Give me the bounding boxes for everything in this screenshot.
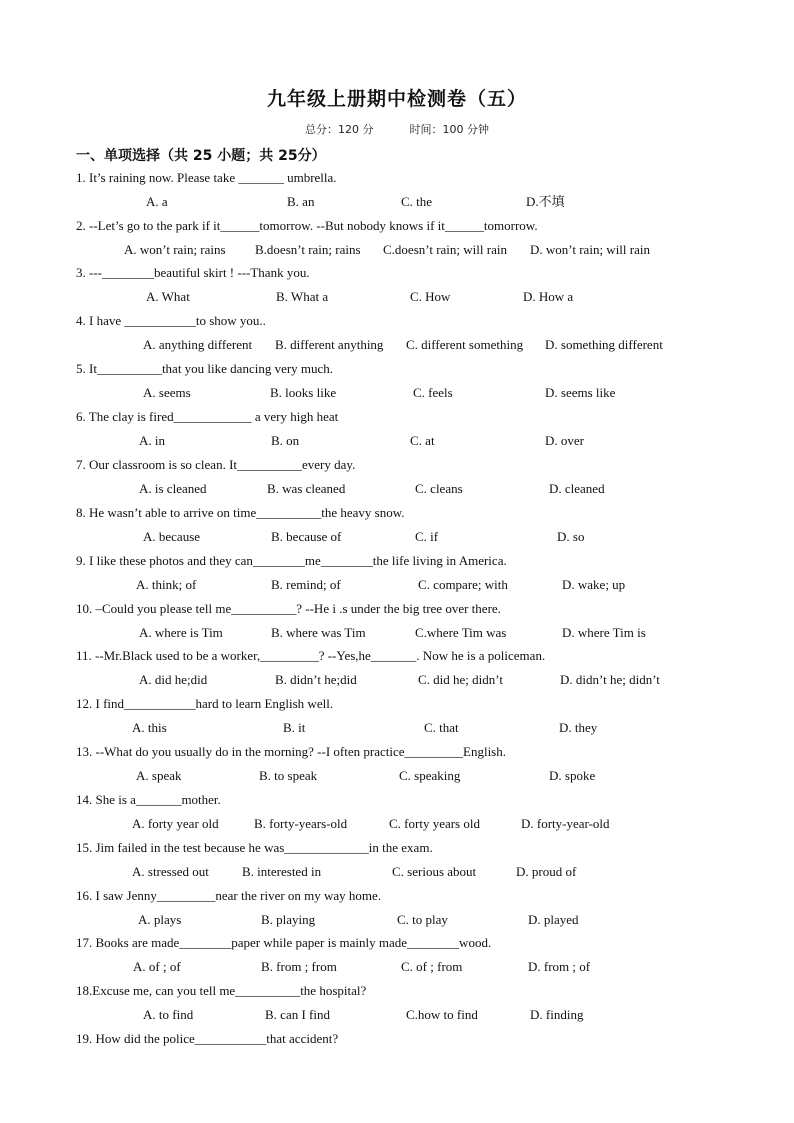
option-12-d: D. they xyxy=(559,720,598,735)
option-1-d: D.不填 xyxy=(526,194,565,209)
option-14-d: D. forty-year-old xyxy=(521,816,610,831)
option-11-a: A. did he;did xyxy=(139,672,208,687)
option-12-a: A. this xyxy=(132,720,167,735)
option-12-c: C. that xyxy=(424,720,459,735)
option-7-b: B. was cleaned xyxy=(267,481,346,496)
option-14-c: C. forty years old xyxy=(389,816,480,831)
option-17-d: D. from ; of xyxy=(528,959,591,974)
question-12: 12. I find___________hard to learn English well. xyxy=(76,696,334,711)
option-16-d: D. played xyxy=(528,912,579,927)
question-11: 11. --Mr.Black used to be a worker,_________? --Yes,he_______. Now he is a policeman. xyxy=(76,648,546,663)
question-18: 18.Excuse me, can you tell me__________the hospital? xyxy=(76,983,367,998)
option-3-d: D. How a xyxy=(523,289,574,304)
page-title: 九年级上册期中检测卷（五） xyxy=(266,88,527,110)
question-3: 3. ---________beautiful skirt ! ---Thank you. xyxy=(76,265,310,280)
option-6-d: D. over xyxy=(545,433,584,448)
option-9-b: B. remind; of xyxy=(271,577,341,592)
option-1-a: A. a xyxy=(146,194,168,209)
question-4: 4. I have ___________to show you.. xyxy=(76,313,266,328)
option-17-a: A. of ; of xyxy=(133,959,181,974)
option-10-c: C.where Tim was xyxy=(415,625,507,640)
option-16-b: B. playing xyxy=(261,912,316,927)
question-10: 10. –Could you please tell me__________? --He i .s under the big tree over there. xyxy=(76,601,501,616)
option-4-c: C. different something xyxy=(406,337,524,352)
option-8-c: C. if xyxy=(415,529,439,544)
option-17-b: B. from ; from xyxy=(261,959,337,974)
option-16-a: A. plays xyxy=(138,912,182,927)
option-3-c: C. How xyxy=(410,289,451,304)
question-6: 6. The clay is fired____________ a very high heat xyxy=(76,409,339,424)
question-17: 17. Books are made________paper while paper is mainly made________wood. xyxy=(76,935,492,950)
option-8-b: B. because of xyxy=(271,529,342,544)
question-7: 7. Our classroom is so clean. It__________every day. xyxy=(76,457,356,472)
option-10-b: B. where was Tim xyxy=(271,625,366,640)
option-2-b: B.doesn’t rain; rains xyxy=(255,242,361,257)
option-9-c: C. compare; with xyxy=(418,577,508,592)
option-1-c: C. the xyxy=(401,194,433,209)
option-3-a: A. What xyxy=(146,289,190,304)
option-9-d: D. wake; up xyxy=(562,577,626,592)
option-4-b: B. different anything xyxy=(275,337,384,352)
question-2: 2. --Let’s go to the park if it______tomorrow. --But nobody knows if it______tomorrow. xyxy=(76,218,538,233)
question-19: 19. How did the police___________that accident? xyxy=(76,1031,339,1046)
option-10-d: D. where Tim is xyxy=(562,625,646,640)
option-14-a: A. forty year old xyxy=(132,816,219,831)
option-2-a: A. won’t rain; rains xyxy=(124,242,226,257)
option-5-a: A. seems xyxy=(143,385,191,400)
question-14: 14. She is a_______mother. xyxy=(76,792,221,807)
total-score: 总分：120 分 xyxy=(305,123,374,136)
option-16-c: C. to play xyxy=(397,912,448,927)
question-5: 5. It__________that you like dancing very much. xyxy=(76,361,334,376)
option-18-c: C.how to find xyxy=(406,1007,478,1022)
option-15-d: D. proud of xyxy=(516,864,577,879)
option-18-a: A. to find xyxy=(143,1007,194,1022)
option-15-b: B. interested in xyxy=(242,864,322,879)
option-8-d: D. so xyxy=(557,529,585,544)
option-6-b: B. on xyxy=(271,433,300,448)
question-13: 13. --What do you usually do in the morning? --I often practice_________English. xyxy=(76,744,506,759)
option-5-d: D. seems like xyxy=(545,385,616,400)
option-13-a: A. speak xyxy=(136,768,182,783)
option-12-b: B. it xyxy=(283,720,306,735)
option-11-d: D. didn’t he; didn’t xyxy=(560,672,660,687)
option-11-c: C. did he; didn’t xyxy=(418,672,503,687)
option-4-d: D. something different xyxy=(545,337,663,352)
option-7-c: C. cleans xyxy=(415,481,463,496)
option-15-c: C. serious about xyxy=(392,864,477,879)
option-13-c: C. speaking xyxy=(399,768,461,783)
option-13-d: D. spoke xyxy=(549,768,596,783)
option-8-a: A. because xyxy=(143,529,201,544)
option-17-c: C. of ; from xyxy=(401,959,463,974)
option-13-b: B. to speak xyxy=(259,768,318,783)
option-1-b: B. an xyxy=(287,194,315,209)
option-6-c: C. at xyxy=(410,433,435,448)
option-18-b: B. can I find xyxy=(265,1007,330,1022)
option-5-b: B. looks like xyxy=(270,385,337,400)
option-4-a: A. anything different xyxy=(143,337,253,352)
exam-info xyxy=(0,121,794,137)
question-15: 15. Jim failed in the test because he was_____________in the exam. xyxy=(76,840,433,855)
option-11-b: B. didn’t he;did xyxy=(275,672,357,687)
option-3-b: B. What a xyxy=(276,289,329,304)
option-10-a: A. where is Tim xyxy=(139,625,223,640)
option-2-d: D. won’t rain; will rain xyxy=(530,242,650,257)
question-8: 8. He wasn’t able to arrive on time__________the heavy snow. xyxy=(76,505,405,520)
option-7-a: A. is cleaned xyxy=(139,481,207,496)
section-heading: 一、单项选择（共 25 小题；共 25分） xyxy=(76,148,326,164)
question-1: 1. It’s raining now. Please take _______ umbrella. xyxy=(76,170,337,185)
option-18-d: D. finding xyxy=(530,1007,584,1022)
option-2-c: C.doesn’t rain; will rain xyxy=(383,242,507,257)
exam-time: 时间：100 分钟 xyxy=(409,123,489,136)
option-14-b: B. forty-years-old xyxy=(254,816,348,831)
option-5-c: C. feels xyxy=(413,385,453,400)
option-15-a: A. stressed out xyxy=(132,864,209,879)
option-9-a: A. think; of xyxy=(136,577,197,592)
option-6-a: A. in xyxy=(139,433,165,448)
question-16: 16. I saw Jenny_________near the river on my way home. xyxy=(76,888,382,903)
question-9: 9. I like these photos and they can________me________the life living in America. xyxy=(76,553,507,568)
option-7-d: D. cleaned xyxy=(549,481,605,496)
